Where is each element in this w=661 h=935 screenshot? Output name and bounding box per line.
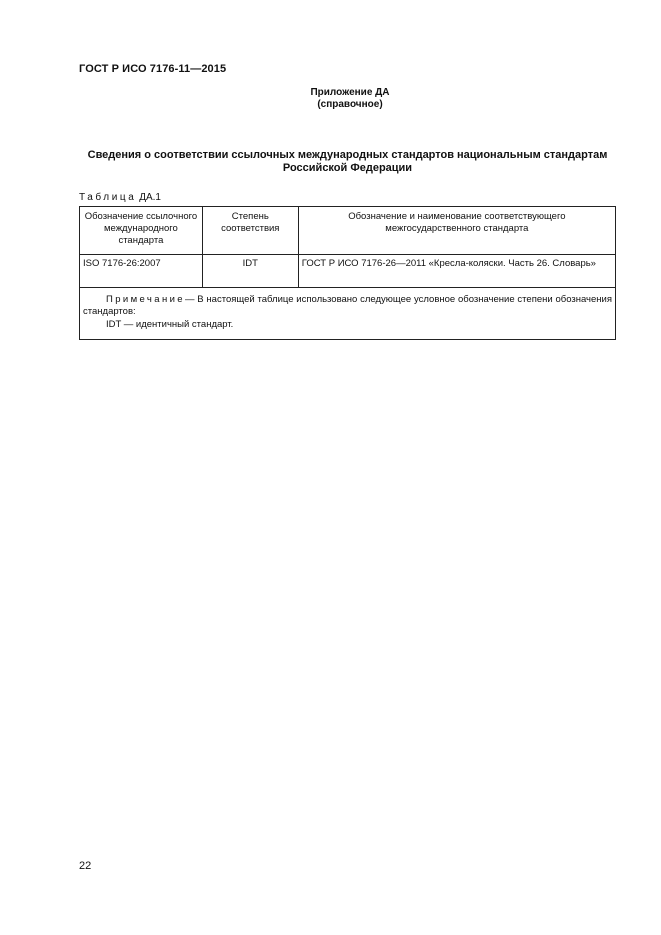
- cell-national-standard: ГОСТ Р ИСО 7176-26—2011 «Кресла-коляски. Часть 26. Словарь»: [298, 255, 615, 288]
- note-item: IDT — идентичный стандарт.: [106, 319, 234, 330]
- table-header-row: [80, 207, 616, 255]
- appendix-heading: [0, 87, 661, 111]
- page-number: 22: [79, 860, 92, 872]
- header-national-standard: Обозначение и наименование соответствующего межгосударственного стандарта: [298, 207, 615, 255]
- table-caption: [79, 192, 161, 203]
- header-reference-standard: Обозначение ссылочного международного стандарта: [80, 207, 203, 255]
- appendix-title: Приложение ДА: [310, 87, 390, 98]
- cell-degree: IDT: [202, 255, 298, 288]
- correspondence-table: [79, 206, 616, 340]
- table-caption-word: Таблица: [79, 192, 137, 203]
- note-text: [83, 294, 612, 318]
- table-note-row: [80, 288, 616, 340]
- note-label: Примечание: [106, 294, 185, 305]
- document-designation: ГОСТ Р ИСО 7176-11—2015: [79, 63, 227, 75]
- cell-reference-standard: ISO 7176-26:2007: [80, 255, 203, 288]
- section-title: [79, 149, 616, 175]
- appendix-subtitle: (справочное): [317, 99, 383, 110]
- note-body: — В настоящей таблице использовано следующее условное обозначение степени обозначения стандартов:: [83, 294, 612, 317]
- table-note: [80, 288, 616, 340]
- header-degree-of-correspondence: Степень соответствия: [202, 207, 298, 255]
- table-caption-id: ДА.1: [139, 192, 161, 203]
- table-row: [80, 255, 616, 288]
- section-title-line-1: Сведения о соответствии ссылочных международных стандартов национальным стандартам: [87, 149, 608, 161]
- section-title-line-2: Российской Федерации: [282, 162, 413, 174]
